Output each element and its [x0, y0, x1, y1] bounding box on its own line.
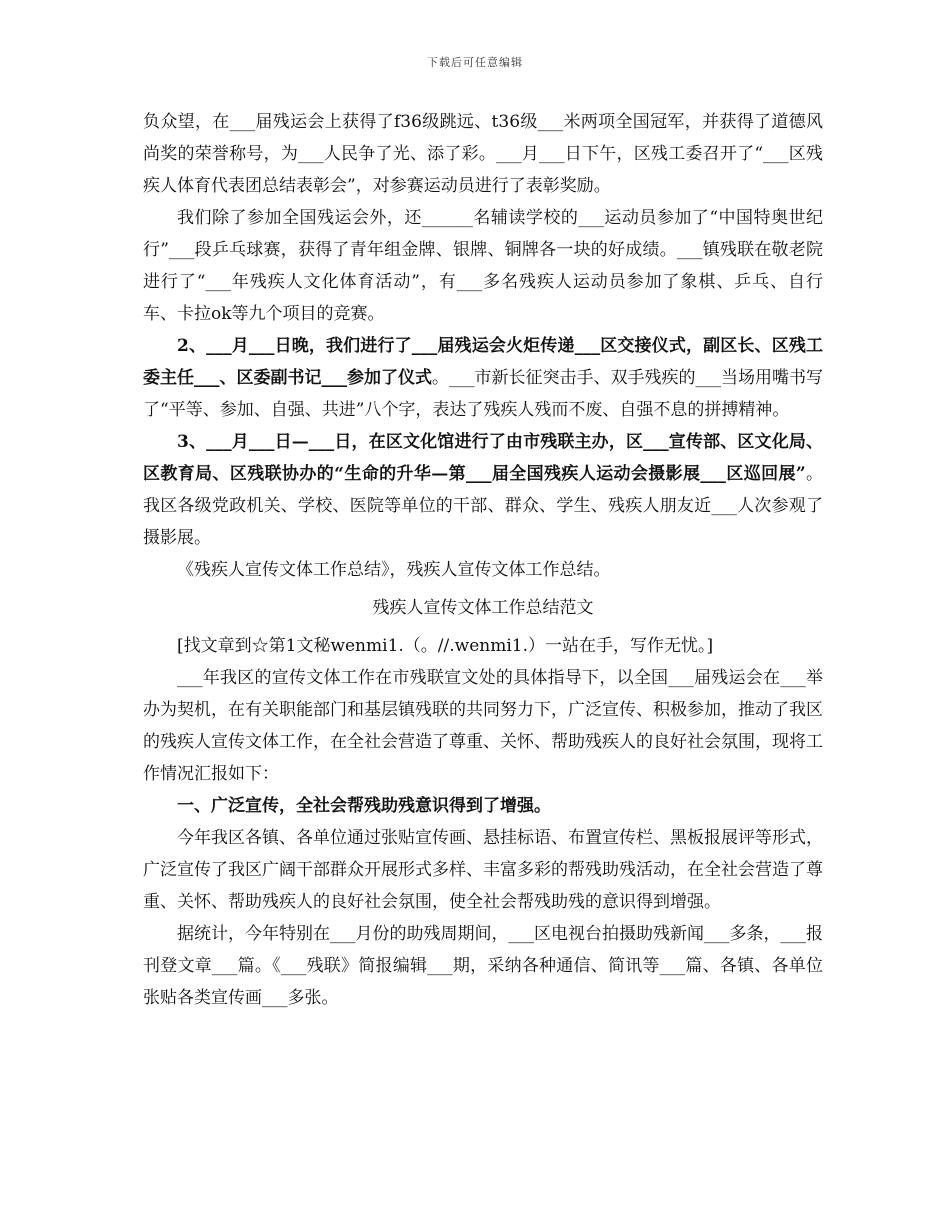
document-body	[143, 106, 823, 1014]
photo-exhibition-bold: 3、___月___日—___日，在区文化馆进行了由市残联主办，区___宣传部、区文化局、区教育局、区残联协办的“生命的升华—第___届全国残疾人运动会摄影展___区巡回展”	[143, 432, 823, 484]
paragraph-site-note: [找文章到☆第1文秘wenmi1.（。//.wenmi1.）一站在手，写作无忧。]	[177, 636, 714, 656]
paragraph-photo-exhibition	[143, 426, 823, 554]
paragraph-promotion: 今年我区各镇、各单位通过张贴宣传画、悬挂标语、布置宣传栏、黑板报展评等形式，广泛宣传了我区广阔干部群众开展形式多样、丰富多彩的帮残助残活动，在全社会营造了尊重、关怀、帮助残疾人的良好社会氛围，使全社会帮残助残的意识得到增强。	[143, 828, 823, 912]
page-header: 下载后可任意编辑	[427, 56, 523, 69]
paragraph-continuation: 负众望，在___届残运会上获得了f36级跳远、t36级___米两项全国冠军，并获得了道德风尚奖的荣誉称号，为___人民争了光、添了彩。___月___日下午，区残工委召开了“___区残疾人体育代表团总结表彰会”，对参赛运动员进行了表彰奖励。	[143, 112, 823, 196]
section-title: 残疾人宣传文体工作总结范文	[372, 598, 594, 618]
heading-section-one: 一、广泛宣传，全社会帮残助残意识得到了增强。	[177, 796, 551, 816]
paragraph-special-olympics: 我们除了参加全国残运会外，还______名辅读学校的___运动员参加了“中国特奥世纪行”___段乒乓球赛，获得了青年组金牌、银牌、铜牌各一块的好成绩。___镇残联在敬老院进行了“___年残疾人文化体育活动”，有___多名残疾人运动员参加了象棋、乒乓、自行车、卡拉ok等九个项目的竞赛。	[143, 208, 823, 324]
paragraph-summary-ref: 《残疾人宣传文体工作总结》，残疾人宣传文体工作总结。	[177, 560, 611, 580]
paragraph-statistics: 据统计，今年特别在___月份的助残周期间，___区电视台拍摄助残新闻___多条，___报刊登文章___篇。《___残联》简报编辑___期，采纳各种通信、简讯等___篇、各镇、各单位张贴各类宣传画___多张。	[143, 924, 823, 1008]
torch-relay-normal: 。___市新长征突击手、双手残疾的___当场用嘴书写了“平等、参加、自强、共进”八个字，表达了残疾人残而不废、自强不息的拼搏精神。	[143, 368, 823, 420]
paragraph-intro: ___年我区的宣传文体工作在市残联宣文处的具体指导下，以全国___届残运会在___举办为契机，在有关职能部门和基层镇残联的共同努力下，广泛宣传、积极参加，推动了我区的残疾人宣传文体工作，在全社会营造了尊重、关怀、帮助残疾人的良好社会氛围，现将工作情况汇报如下：	[143, 668, 823, 784]
photo-exhibition-normal: 。我区各级党政机关、学校、医院等单位的干部、群众、学生、残疾人朋友近___人次参观了摄影展。	[143, 464, 824, 548]
torch-relay-bold: 2、___月___日晚，我们进行了___届残运会火炬传递___区交接仪式，副区长、区残工委主任___、区委副书记___参加了仪式	[143, 336, 823, 388]
paragraph-torch-relay	[143, 330, 823, 426]
